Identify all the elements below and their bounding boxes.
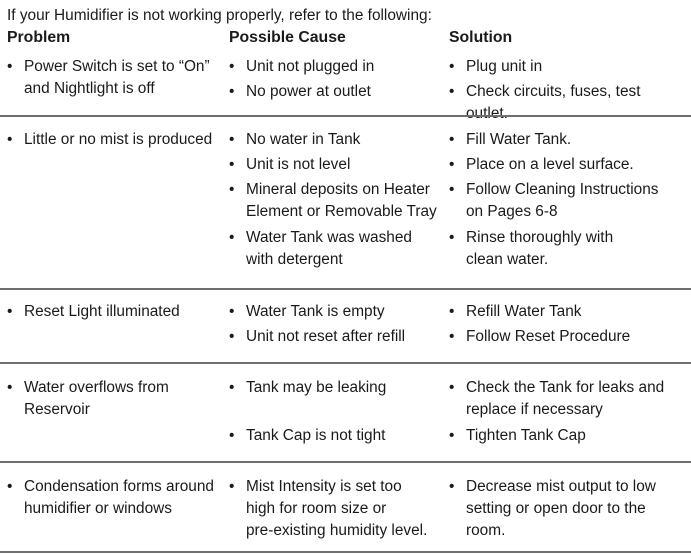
cause-text: Tank Cap is not tight bbox=[246, 427, 386, 444]
bullet: • bbox=[229, 328, 235, 345]
bullet: • bbox=[449, 478, 455, 495]
solution-text: Check circuits, fuses, test outlet. bbox=[466, 83, 641, 122]
bullet: • bbox=[449, 58, 455, 75]
cause-text: Mineral deposits on Heater Element or Removable Tray bbox=[246, 181, 437, 220]
bullet: • bbox=[7, 303, 13, 320]
bullet: • bbox=[229, 229, 235, 246]
solution-item bbox=[449, 377, 685, 421]
problem-text: Reset Light illuminated bbox=[24, 303, 180, 320]
solution-column-header: Solution bbox=[449, 29, 513, 46]
bullet: • bbox=[449, 131, 455, 148]
solution-item bbox=[449, 81, 685, 125]
bullet: • bbox=[229, 131, 235, 148]
bullet: • bbox=[229, 303, 235, 320]
cause-text: Tank may be leaking bbox=[246, 379, 387, 396]
problem-text: Water overflows from Reservoir bbox=[24, 379, 169, 418]
cause-item bbox=[229, 56, 444, 78]
solution-item bbox=[449, 56, 685, 78]
solution-cell bbox=[449, 476, 685, 542]
solution-item bbox=[449, 476, 685, 542]
cause-item bbox=[229, 154, 444, 176]
solution-text: Rinse thoroughly with clean water. bbox=[466, 229, 614, 268]
row-divider bbox=[0, 461, 691, 463]
cause-cell bbox=[229, 129, 444, 271]
bullet: • bbox=[449, 156, 455, 173]
bullet: • bbox=[7, 58, 13, 75]
row-divider bbox=[0, 288, 691, 290]
bullet: • bbox=[449, 181, 455, 198]
cause-cell bbox=[229, 476, 444, 542]
problem-column-header: Problem bbox=[7, 29, 71, 46]
solution-text: Follow Cleaning Instructions on Pages 6-8 bbox=[466, 181, 659, 220]
solution-text: Follow Reset Procedure bbox=[466, 328, 631, 345]
cause-text: Mist Intensity is set too high for room size or pre-existing humidity level. bbox=[246, 478, 428, 539]
solution-item bbox=[449, 154, 685, 176]
cause-item bbox=[229, 425, 444, 447]
cause-item bbox=[229, 326, 444, 348]
problem-item bbox=[7, 377, 222, 421]
cause-cell bbox=[229, 301, 444, 348]
solution-item bbox=[449, 129, 685, 151]
solution-item bbox=[449, 227, 685, 271]
solution-text: Decrease mist output to low setting or open door to the room. bbox=[466, 478, 656, 539]
cause-item bbox=[229, 179, 444, 223]
solution-text: Tighten Tank Cap bbox=[466, 427, 586, 444]
bullet: • bbox=[449, 229, 455, 246]
problem-item bbox=[7, 129, 222, 151]
solution-text: Refill Water Tank bbox=[466, 303, 582, 320]
cause-item bbox=[229, 129, 444, 151]
row-divider bbox=[0, 362, 691, 364]
bullet: • bbox=[7, 478, 13, 495]
bullet: • bbox=[229, 478, 235, 495]
cause-item bbox=[229, 81, 444, 103]
bullet: • bbox=[449, 83, 455, 100]
problem-cell bbox=[7, 56, 222, 100]
cause-column-header: Possible Cause bbox=[229, 29, 346, 46]
problem-cell bbox=[7, 301, 222, 323]
solution-text: Place on a level surface. bbox=[466, 156, 634, 173]
cause-text: Unit is not level bbox=[246, 156, 351, 173]
bullet: • bbox=[229, 427, 235, 444]
intro-text: If your Humidifier is not working properly, refer to the following: bbox=[7, 7, 432, 24]
cause-text: No water in Tank bbox=[246, 131, 361, 148]
cause-text: Unit not reset after refill bbox=[246, 328, 406, 345]
problem-cell bbox=[7, 476, 222, 520]
problem-item bbox=[7, 56, 222, 100]
bullet: • bbox=[229, 379, 235, 396]
problem-text: Power Switch is set to “On” and Nightlight is off bbox=[24, 58, 210, 97]
cause-item bbox=[229, 377, 444, 399]
bullet: • bbox=[229, 83, 235, 100]
cause-item bbox=[229, 476, 444, 542]
cause-text: Water Tank was washed with detergent bbox=[246, 229, 412, 268]
problem-cell bbox=[7, 129, 222, 151]
cause-cell bbox=[229, 56, 444, 103]
bullet: • bbox=[229, 181, 235, 198]
solution-text: Plug unit in bbox=[466, 58, 543, 75]
problem-text: Little or no mist is produced bbox=[24, 131, 213, 148]
solution-item bbox=[449, 425, 685, 447]
cause-item bbox=[229, 301, 444, 323]
bullet: • bbox=[449, 303, 455, 320]
problem-text: Condensation forms around humidifier or windows bbox=[24, 478, 214, 517]
bullet: • bbox=[449, 427, 455, 444]
solution-text: Fill Water Tank. bbox=[466, 131, 572, 148]
solution-cell bbox=[449, 301, 685, 348]
bullet: • bbox=[229, 58, 235, 75]
solution-item bbox=[449, 301, 685, 323]
cause-cell bbox=[229, 377, 444, 447]
problem-item bbox=[7, 301, 222, 323]
problem-cell bbox=[7, 377, 222, 421]
row-divider bbox=[0, 551, 691, 553]
cause-text: No power at outlet bbox=[246, 83, 371, 100]
solution-cell bbox=[449, 377, 685, 447]
bullet: • bbox=[229, 156, 235, 173]
solution-item bbox=[449, 179, 685, 223]
bullet: • bbox=[449, 328, 455, 345]
solution-item bbox=[449, 326, 685, 348]
row-divider bbox=[0, 115, 691, 117]
solution-cell bbox=[449, 129, 685, 271]
solution-text: Check the Tank for leaks and replace if necessary bbox=[466, 379, 665, 418]
cause-item bbox=[229, 227, 444, 271]
bullet: • bbox=[7, 379, 13, 396]
bullet: • bbox=[7, 131, 13, 148]
problem-item bbox=[7, 476, 222, 520]
cause-text: Water Tank is empty bbox=[246, 303, 385, 320]
bullet: • bbox=[449, 379, 455, 396]
cause-text: Unit not plugged in bbox=[246, 58, 375, 75]
